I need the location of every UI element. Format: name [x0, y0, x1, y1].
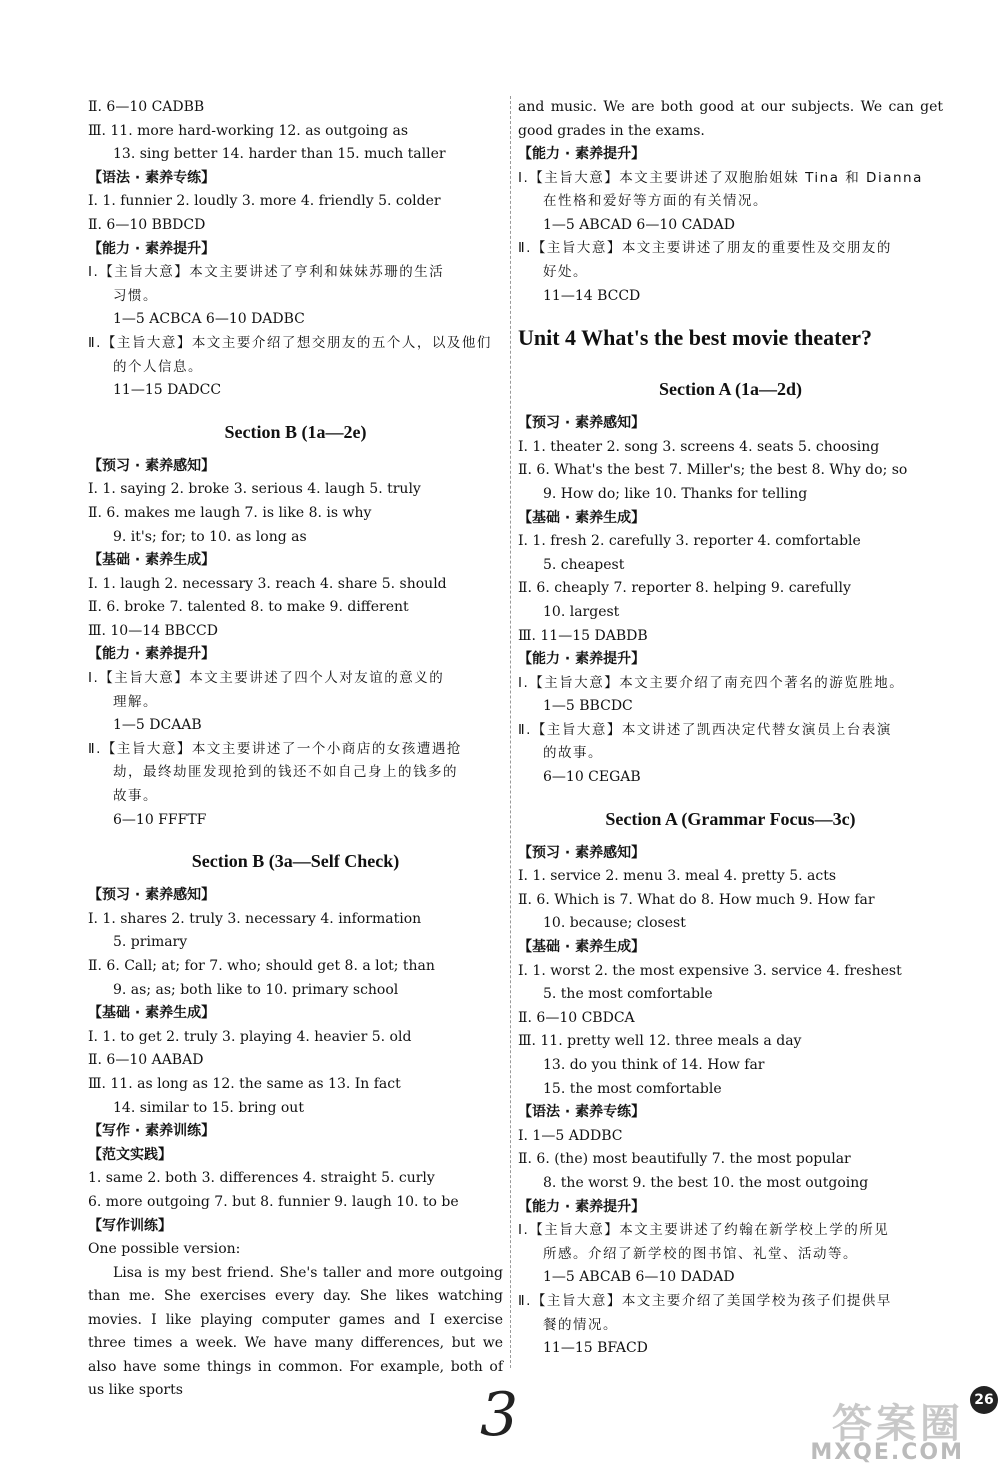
- section-label: 【语法 · 素养专练】: [88, 169, 216, 186]
- summary-line: 好处。: [543, 263, 588, 280]
- answer-line: 8. the worst 9. the best 10. the most outgoing: [543, 1174, 869, 1191]
- section-label: 【能力 · 素养提升】: [518, 146, 646, 162]
- answer-line: Ⅱ. 6. Call; at; for 7. who; should get 8. a lot; than: [88, 958, 435, 974]
- answer-line: Ⅰ. 1. saying 2. broke 3. serious 4. laugh 5. truly: [88, 481, 421, 498]
- answer-line: Ⅱ. 6—10 CADBB: [88, 99, 205, 115]
- corner-page-number: 26: [970, 1386, 998, 1414]
- answer-line: Ⅱ. 6—10 BBDCD: [88, 216, 206, 233]
- summary-line: 所感。介绍了新学校的图书馆、礼堂、活动等。: [543, 1245, 858, 1262]
- summary-line: 的故事。: [543, 745, 603, 762]
- sample-essay: Lisa is my best friend. She's taller and more outgoing than me. She exercises every day. She likes watching movies. I like playing computer games and I exercise three times a week. We have many differences, but we also have some things in common. For example, both of us like sports: [88, 1264, 503, 1399]
- answer-line: Ⅱ. 6. cheaply 7. reporter 8. helping 9. carefully: [518, 580, 851, 597]
- section-label: 【能力 · 素养提升】: [88, 240, 216, 257]
- summary-line: Ⅰ.【主旨大意】本文主要讲述了约翰在新学校上学的所见: [518, 1222, 890, 1239]
- answer-line: 1. same 2. both 3. differences 4. straight 5. curly: [88, 1170, 435, 1187]
- left-column: [88, 96, 503, 1403]
- unit-title: Unit 4 What's the best movie theater?: [518, 325, 872, 351]
- answer-line: Ⅲ. 10—14 BBCCD: [88, 622, 218, 639]
- section-label: 【能力 · 素养提升】: [518, 1198, 646, 1215]
- answer-line: 13. do you think of 14. How far: [543, 1057, 765, 1073]
- answer-line: Ⅰ. 1. theater 2. song 3. screens 4. seats 5. choosing: [518, 438, 880, 455]
- answer-line: Ⅰ. 1. fresh 2. carefully 3. reporter 4. comfortable: [518, 533, 861, 550]
- answer-line: 14. similar to 15. bring out: [113, 1099, 304, 1116]
- section-heading: Section B (1a—2e): [224, 421, 367, 442]
- answer-line: Ⅰ. 1. laugh 2. necessary 3. reach 4. share 5. should: [88, 575, 447, 592]
- right-column: [518, 96, 943, 1361]
- answer-line: Ⅱ. 6—10 CBDCA: [518, 1009, 635, 1026]
- summary-line: Ⅰ.【主旨大意】本文主要介绍了南充四个著名的游览胜地。: [518, 674, 905, 691]
- summary-line: Ⅰ.【主旨大意】本文主要讲述了双胞胎姐妹 Tina 和 Dianna: [518, 169, 923, 186]
- section-label: 【预习 · 素养感知】: [518, 415, 646, 432]
- answer-line: Ⅱ. 6. makes me laugh 7. is like 8. is why: [88, 504, 372, 521]
- answer-line: 6. more outgoing 7. but 8. funnier 9. laugh 10. to be: [88, 1193, 459, 1210]
- answer-line: 9. it's; for; to 10. as long as: [113, 528, 307, 545]
- answer-line: Ⅰ. 1—5 ADDBC: [518, 1127, 623, 1144]
- answer-line: Ⅰ. 1. service 2. menu 3. meal 4. pretty 5. acts: [518, 868, 837, 885]
- answer-line: 13. sing better 14. harder than 15. much taller: [113, 146, 446, 163]
- section-label: 【基础 · 素养生成】: [88, 552, 216, 569]
- answer-line: Ⅰ. 1. shares 2. truly 3. necessary 4. information: [88, 910, 422, 927]
- handwritten-page-number: 3: [480, 1380, 519, 1450]
- answer-line: 1—5 DCAAB: [113, 717, 202, 734]
- answer-line: One possible version:: [88, 1241, 241, 1258]
- watermark-url: MXQE.COM: [810, 1440, 964, 1465]
- summary-line: 劫，最终劫匪发现抢到的钱还不如自己身上的钱多的: [113, 764, 458, 781]
- answer-line: Ⅱ. 6. (the) most beautifully 7. the most popular: [518, 1151, 851, 1168]
- watermark-logo: 答案圈: [832, 1401, 964, 1447]
- section-label: 【写作 · 素养训练】: [88, 1123, 216, 1140]
- answer-line: 5. primary: [113, 934, 188, 951]
- section-label: 【预习 · 素养感知】: [518, 844, 646, 861]
- answer-line: Ⅲ. 11. as long as 12. the same as 13. In fact: [88, 1075, 401, 1092]
- answer-line: 1—5 ABCAB 6—10 DADAD: [543, 1269, 735, 1286]
- answer-line: Ⅰ. 1. to get 2. truly 3. playing 4. heavier 5. old: [88, 1028, 412, 1045]
- answer-line: Ⅲ. 11. more hard-working 12. as outgoing as: [88, 122, 409, 139]
- summary-line: Ⅱ.【主旨大意】本文主要讲述了朋友的重要性及交朋友的: [518, 240, 892, 257]
- summary-line: Ⅰ.【主旨大意】本文主要讲述了四个人对友谊的意义的: [88, 670, 445, 687]
- answer-line: Ⅱ. 6. Which is 7. What do 8. How much 9. How far: [518, 891, 875, 908]
- section-heading: Section B (3a—Self Check): [191, 851, 400, 872]
- summary-line: Ⅰ.【主旨大意】本文主要讲述了亨利和妹妹苏珊的生活: [88, 264, 445, 281]
- answer-line: Ⅰ. 1. funnier 2. loudly 3. more 4. friendly 5. colder: [88, 193, 441, 210]
- section-label: 【预习 · 素养感知】: [88, 887, 216, 904]
- answer-line: 11—15 BFACD: [543, 1340, 648, 1357]
- summary-line: Ⅱ.【主旨大意】本文主要介绍了想交朋友的五个人，以及他们: [88, 334, 492, 351]
- answer-line: Ⅱ. 6. What's the best 7. Miller's; the best 8. Why do; so: [518, 462, 908, 479]
- summary-line: Ⅱ.【主旨大意】本文主要讲述了一个小商店的女孩遭遇抢: [88, 740, 462, 757]
- answer-line: 11—14 BCCD: [543, 287, 641, 304]
- summary-line: Ⅱ.【主旨大意】本文讲述了凯西决定代替女演员上台表演: [518, 721, 892, 738]
- answer-line: 1—5 BBCDC: [543, 698, 633, 715]
- section-heading: Section A (Grammar Focus—3c): [605, 808, 856, 829]
- answer-line: 5. the most comfortable: [543, 986, 713, 1003]
- summary-line: 餐的情况。: [543, 1316, 618, 1333]
- summary-line: 理解。: [113, 693, 158, 710]
- section-heading: Section A (1a—2d): [658, 379, 802, 400]
- answer-line: 9. How do; like 10. Thanks for telling: [543, 485, 808, 502]
- section-label: 【基础 · 素养生成】: [88, 1005, 216, 1022]
- column-divider: [510, 96, 511, 1368]
- answer-line: 6—10 FFFTF: [113, 811, 207, 828]
- section-label: 【能力 · 素养提升】: [518, 651, 646, 668]
- summary-line: 习惯。: [113, 287, 158, 304]
- summary-line: 的个人信息。: [113, 358, 203, 375]
- answer-line: Ⅲ. 11. pretty well 12. three meals a day: [518, 1033, 802, 1050]
- answer-line: 10. largest: [543, 603, 620, 620]
- answer-line: 5. cheapest: [543, 556, 625, 573]
- section-label: 【语法 · 素养专练】: [518, 1104, 646, 1121]
- answer-line: Ⅱ. 6. broke 7. talented 8. to make 9. different: [88, 599, 409, 616]
- answer-line: 11—15 DADCC: [113, 382, 222, 399]
- answer-line: 1—5 ABCAD 6—10 CADAD: [543, 216, 735, 233]
- answer-line: 9. as; as; both like to 10. primary school: [113, 981, 399, 998]
- summary-line: Ⅱ.【主旨大意】本文主要介绍了美国学校为孩子们提供早: [518, 1292, 892, 1309]
- answer-line: Ⅲ. 11—15 DABDB: [518, 627, 648, 644]
- answer-line: Ⅰ. 1. worst 2. the most expensive 3. service 4. freshest: [518, 962, 902, 979]
- section-label: 【写作训练】: [88, 1217, 172, 1234]
- section-label: 【能力 · 素养提升】: [88, 646, 216, 663]
- answer-line: Ⅱ. 6—10 AABAD: [88, 1052, 204, 1069]
- answer-line: 6—10 CEGAB: [543, 769, 641, 786]
- section-label: 【基础 · 素养生成】: [518, 939, 646, 956]
- section-label: 【预习 · 素养感知】: [88, 457, 216, 474]
- summary-line: 故事。: [113, 788, 158, 805]
- section-label: 【基础 · 素养生成】: [518, 509, 646, 526]
- summary-line: 在性格和爱好等方面的有关情况。: [543, 193, 768, 210]
- answer-line: 15. the most comfortable: [543, 1080, 722, 1097]
- answer-line: 10. because; closest: [543, 915, 686, 932]
- section-label: 【范文实践】: [88, 1146, 172, 1163]
- answer-line: 1—5 ACBCA 6—10 DADBC: [113, 311, 305, 328]
- sample-essay-continued: and music. We are both good at our subjects. We can get good grades in the exams.: [518, 99, 943, 139]
